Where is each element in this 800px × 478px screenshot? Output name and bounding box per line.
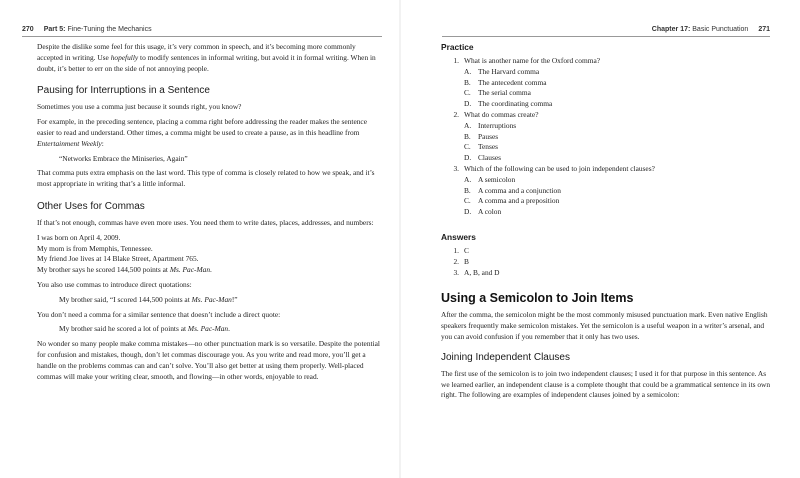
left-page-number: 270 (22, 25, 34, 33)
option-letter: B. (464, 185, 471, 195)
answer-option (441, 153, 771, 164)
right-running-head (442, 22, 770, 36)
answer-item (441, 257, 771, 268)
practice-question (441, 110, 771, 164)
left-running-head (22, 22, 378, 36)
answer-option (441, 186, 771, 197)
answer-text: C (464, 245, 469, 255)
example-sentence (59, 295, 380, 306)
text-run: For example, in the preceding sentence, placing a comma right before addressing the reader makes the sentence easier to read and understand. Other times, a comma might be used to create a pause, as in this headline from (37, 117, 367, 137)
italic-text: Entertainment Weekly (37, 138, 102, 148)
answer-option (441, 196, 771, 207)
example-sentence (59, 154, 380, 165)
answers-list (441, 246, 771, 278)
option-letter: A. (464, 120, 472, 130)
text-run: My brother said he scored a lot of points at (59, 324, 188, 334)
text-run: !” (231, 294, 238, 304)
option-letter: D. (464, 153, 472, 163)
answer-option (441, 175, 771, 186)
paragraph (37, 218, 380, 229)
option-letter: C. (464, 142, 471, 152)
text-run: You don’t need a comma for a similar sentence that doesn’t include a direct quote: (37, 309, 281, 319)
option-text: The coordinating comma (478, 99, 553, 109)
text-run: Sometimes you use a comma just because it sounds right, you know? (37, 102, 242, 112)
italic-text: Ms. Pac-Man (187, 324, 229, 334)
practice-questions (441, 56, 771, 218)
right-page-body (441, 42, 771, 405)
answer-option (441, 142, 771, 153)
option-letter: D. (464, 207, 472, 217)
part-label: Part 5: (43, 25, 66, 33)
right-header-rule (442, 36, 770, 37)
text-run: My brother says he scored 144,500 points at (37, 265, 170, 275)
question-number: 3. (453, 163, 459, 173)
text-run: No wonder so many people make comma mistakes—no other punctuation mark is so versatile. Despite the potential for confusion and mistakes, though, don’t let commas discourage you. As you write and read more, you’ll get a handle on the problems commas can and can’t solve. You’ll also get better at using them properly. Well-placed commas will make your writing clear, smooth, and flowing—in other words, enjoyable to read. (37, 339, 380, 381)
option-letter: D. (464, 99, 472, 109)
paragraph (37, 339, 380, 382)
answer-option (441, 99, 771, 110)
example-line (37, 233, 380, 244)
text-run: That comma puts extra emphasis on the last word. This type of comma is closely related to how we speak, and it’s most appropriate in writing that’s a little informal. (37, 168, 375, 189)
paragraph (37, 117, 380, 149)
option-letter: C. (464, 88, 471, 98)
answer-option (441, 67, 771, 78)
text-run: My brother said, “I scored 144,500 points at (59, 294, 192, 304)
text-run: to modify sentences in informal writing, but avoid it in formal writing. When in doubt, it’s better to err on the side of not annoying people. (37, 52, 376, 73)
answer-number: 1. (453, 245, 459, 255)
answer-text: B (464, 256, 469, 266)
answer-option (441, 78, 771, 89)
paragraph (37, 102, 380, 113)
text-run: My mom is from Memphis, Tennessee. (37, 243, 153, 253)
answer-number: 2. (453, 256, 459, 266)
subsection-heading: Joining Independent Clauses (441, 351, 570, 363)
text-run: . (210, 265, 212, 275)
answer-option (441, 132, 771, 143)
section-heading: Using a Semicolon to Join Items (441, 291, 634, 306)
section-intro: After the comma, the semicolon might be the most commonly misused punctuation mark. Even native English speakers frequently make semicolon mistakes. Yet the semicolon is a useful weapon in a writer’s arsenal, and you can avoid confusion if you remember that it only has two uses. (441, 310, 768, 341)
question-text: What do commas create? (464, 109, 539, 119)
paragraph (37, 168, 380, 190)
left-header-rule (22, 36, 382, 37)
text-run: I was born on April 4, 2009. (37, 232, 121, 242)
left-page-body (37, 42, 380, 386)
option-text: The Harvard comma (478, 66, 540, 76)
option-letter: B. (464, 77, 471, 87)
question-text: What is another name for the Oxford comma? (464, 56, 601, 65)
example-line (37, 254, 380, 265)
italic-text: Ms. Pac-Man (191, 294, 232, 304)
question-number: 2. (453, 109, 459, 119)
text-run: You also use commas to introduce direct quotations: (37, 279, 192, 289)
option-text: Tenses (478, 142, 499, 152)
option-text: Interruptions (478, 120, 517, 130)
chapter-label: Chapter 17: (651, 25, 691, 33)
answer-item (441, 268, 771, 279)
right-page-number: 271 (758, 25, 770, 33)
answer-text: A, B, and D (464, 267, 500, 277)
option-text: A comma and a preposition (478, 196, 560, 206)
option-letter: B. (464, 131, 471, 141)
option-text: Clauses (478, 153, 501, 163)
practice-question (441, 56, 771, 110)
option-letter: C. (464, 196, 471, 206)
option-text: The antecedent comma (478, 77, 547, 87)
section-heading: Pausing for Interruptions in a Sentence (37, 85, 210, 97)
option-letter: A. (464, 66, 472, 76)
option-text: Pauses (478, 131, 499, 141)
answers-heading: Answers (441, 231, 476, 242)
paragraph (37, 42, 380, 74)
answer-item (441, 246, 771, 257)
question-text: Which of the following can be used to join independent clauses? (464, 163, 655, 173)
italic-text: hopefully (110, 52, 139, 62)
example-line (37, 244, 380, 255)
answer-option (441, 121, 771, 132)
chapter-title: Basic Punctuation (692, 25, 749, 33)
practice-question (441, 164, 771, 218)
option-text: A colon (478, 207, 502, 217)
answer-number: 3. (453, 267, 459, 277)
option-text: A comma and a conjunction (478, 185, 561, 195)
answer-option (441, 88, 771, 99)
option-text: The serial comma (478, 88, 531, 98)
answer-option (441, 207, 771, 218)
paragraph (37, 280, 380, 291)
subsection-text: The first use of the semicolon is to join two independent clauses; I used it for that purpose in this sentence. As we learned earlier, an independent clause is a complete thought that could be a grammatical sentence in its own right. The following are examples of independent clauses joined by a semicolon: (441, 368, 771, 400)
text-run: Despite the dislike some feel for this usage, it’s very common in speech, and it’s becoming more commonly accepted in writing. Use (37, 42, 356, 62)
text-run: “Networks Embrace the Miniseries, Again” (59, 153, 188, 163)
example-sentence (59, 324, 380, 335)
right-page (400, 0, 800, 478)
practice-heading: Practice (441, 42, 474, 52)
section-heading: Other Uses for Commas (37, 200, 145, 212)
option-letter: A. (464, 174, 472, 184)
option-text: A semicolon (478, 174, 516, 184)
italic-text: Ms. Pac-Man (169, 265, 211, 275)
paragraph (37, 310, 380, 321)
part-title: Fine-Tuning the Mechanics (67, 25, 152, 33)
text-run: If that’s not enough, commas have even more uses. You need them to write dates, places, addresses, and numbers: (37, 217, 374, 227)
example-line (37, 265, 380, 276)
example-list (37, 233, 380, 276)
text-run: : (101, 138, 104, 148)
question-number: 1. (453, 56, 459, 65)
text-run: . (228, 324, 230, 334)
text-run: My friend Joe lives at 14 Blake Street, Apartment 765. (37, 254, 199, 264)
